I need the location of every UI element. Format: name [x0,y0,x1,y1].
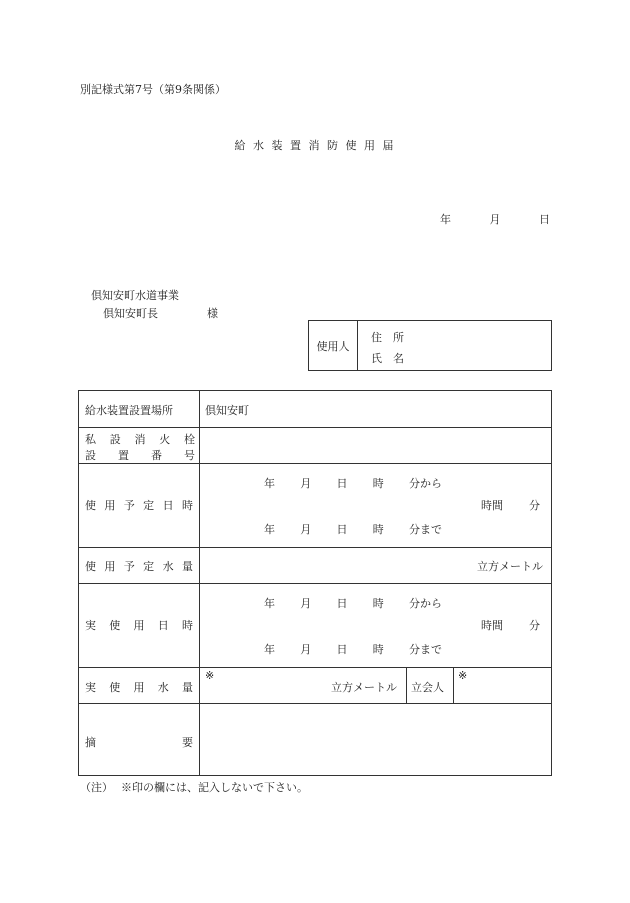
label-char: 消 [134,433,146,446]
row-divider [79,583,551,584]
addressee-org: 倶知安町水道事業 [91,289,179,302]
actual-volume-label [85,679,193,695]
location-value: 倶知安町 [205,404,249,417]
label-char: 実 [85,681,96,694]
label-char: 水 [157,681,169,694]
label-char: 使 [109,681,121,694]
month-label: 月 [300,477,312,490]
row-divider [79,463,551,464]
location-label-text: 給水装置設置場所 [85,404,173,417]
date-field [440,211,550,227]
hour-label: 時 [372,477,384,490]
user-address-label: 住 所 [371,331,404,344]
label-char: 火 [159,433,171,446]
day-label: 日 [336,643,348,656]
month-label: 月 [489,213,501,226]
witness-divider [453,667,454,703]
witness-label: 立会人 [411,681,444,694]
planned-to [264,521,442,537]
form-reference: 別記様式第7号（第9条関係） [80,83,226,96]
actual-from [264,595,442,611]
planned-datetime-label [85,497,193,513]
label-char: 用 [133,619,145,632]
label-char: 用 [104,560,116,573]
hydrant-label-line1 [85,431,195,447]
hydrant-label-line2 [85,447,195,463]
label-char: 設 [109,433,121,446]
witness-divider [406,667,407,703]
label-char: 定 [143,560,155,573]
day-label: 日 [336,597,348,610]
year-label: 年 [264,477,275,490]
user-name-label: 氏 名 [371,352,404,365]
label-char: 量 [182,681,193,694]
location-label [85,402,193,418]
row-divider [79,667,551,668]
footnote-text: ※印の欄には、記入しないで下さい。 [121,781,308,794]
year-label: 年 [264,643,275,656]
label-char: 日 [162,499,174,512]
planned-from [264,475,442,491]
form-title: 給 水 装 置 消 防 使 用 届 [234,139,396,152]
hour-label: 時 [372,523,384,536]
planned-duration-hours: 時間 [481,499,503,512]
label-column-divider [199,391,200,775]
year-label: 年 [264,597,275,610]
addressee-suffix: 様 [207,307,218,320]
label-char: 日 [157,619,169,632]
hour-label: 時 [372,597,384,610]
label-char: 号 [184,449,195,462]
footnote-prefix: （注） [80,781,113,794]
label-char: 量 [181,560,193,573]
actual-volume-mark: ※ [205,669,215,682]
planned-volume-unit: 立方メートル [477,560,543,573]
actual-volume-unit: 立方メートル [331,681,397,694]
footnote [80,779,308,795]
day-label: 日 [336,523,348,536]
actual-duration-minutes: 分 [529,619,540,632]
label-char: 使 [109,619,121,632]
user-box [308,320,552,371]
actual-datetime-label [85,617,193,633]
label-char: 用 [104,499,116,512]
row-divider [79,703,551,704]
month-label: 月 [300,597,312,610]
label-char: 栓 [184,433,195,446]
month-label: 月 [300,643,312,656]
label-char: 定 [143,499,155,512]
label-char: 使 [85,499,96,512]
label-char: 予 [123,499,135,512]
year-label: 年 [264,523,275,536]
actual-to [264,641,442,657]
minute-from-label: 分から [409,477,442,490]
minute-to-label: 分まで [409,643,442,656]
label-char: 摘 [85,736,96,749]
label-char: 時 [181,499,193,512]
label-char: 使 [85,560,96,573]
label-char: 設 [85,449,96,462]
year-label: 年 [440,213,451,226]
planned-volume-label [85,558,193,574]
label-char: 番 [151,449,162,462]
row-divider [79,427,551,428]
hour-label: 時 [372,643,384,656]
addressee-mayor: 倶知安町長 [103,307,158,320]
day-label: 日 [336,477,348,490]
row-divider [79,547,551,548]
minute-to-label: 分まで [409,523,442,536]
label-char: 水 [162,560,174,573]
label-char: 予 [123,560,135,573]
actual-duration-hours: 時間 [481,619,503,632]
month-label: 月 [300,523,312,536]
user-label: 使用人 [309,321,358,370]
label-char: 置 [118,449,129,462]
label-char: 時 [182,619,193,632]
label-char: 私 [85,433,96,446]
witness-mark: ※ [458,669,468,682]
application-table [78,390,552,776]
day-label: 日 [539,213,550,226]
label-char: 用 [133,681,145,694]
label-char: 実 [85,619,96,632]
planned-duration-minutes: 分 [529,499,540,512]
minute-from-label: 分から [409,597,442,610]
summary-label [85,734,193,750]
label-char: 要 [182,736,193,749]
